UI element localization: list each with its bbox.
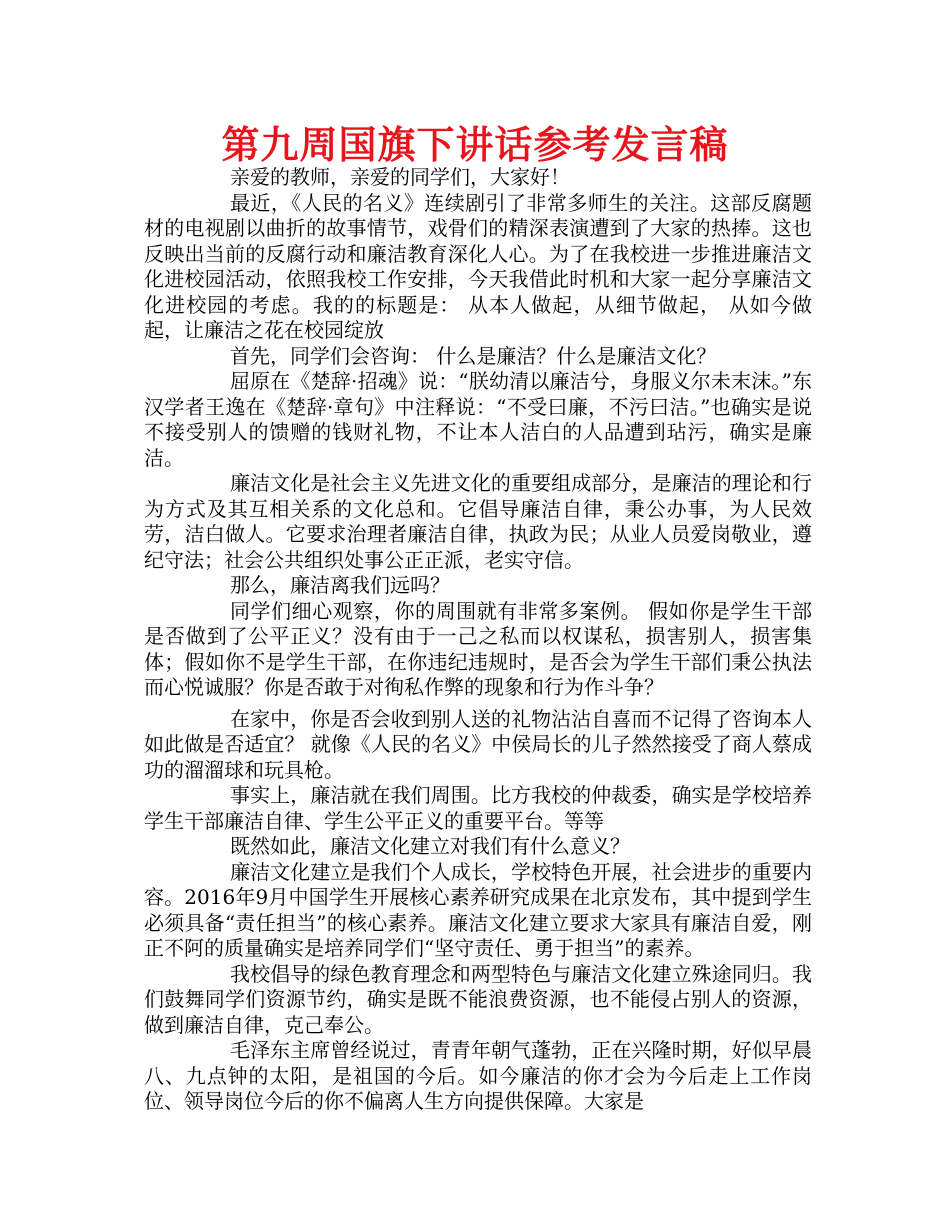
paragraph: 屈原在《楚辞·招魂》说：“朕幼清以廉洁兮，身服义尔未末沫。”东汉学者王逸在《楚辞·章句》中注释说：“不受曰廉，不污曰洁。”也确实是说不接受别人的馈赠的钱财礼物，不让本人洁白的人品遭到玷污，确实是廉洁。 — [144, 369, 812, 470]
paragraph: 那么，廉洁离我们远吗？ — [230, 573, 450, 597]
paragraph: 廉洁文化建立是我们个人成长，学校特色开展，社会进步的重要内容。2016年9月中国学生开展核心素养研究成果在北京发布，其中提到学生必须具备“责任担当”的核心素养。廉洁文化建立要求大家具有廉洁自爱，刚正不阿的质量确实是培养同学们“坚守责任、勇于担当”的素养。 — [144, 859, 812, 960]
paragraph: 事实上，廉洁就在我们周围。比方我校的仲裁委，确实是学校培养学生干部廉洁自律、学生公平正义的重要平台。等等 — [144, 783, 812, 833]
paragraph: 廉洁文化是社会主义先进文化的重要组成部分，是廉洁的理论和行为方式及其互相关系的文化总和。它倡导廉洁自律，秉公办事，为人民效劳，洁白做人。它要求治理者廉洁自律，执政为民；从业人员爱岗敬业，遵纪守法；社会公共组织处事公正正派，老实守信。 — [144, 471, 812, 572]
document-title: 第九周国旗下讲话参考发言稿 — [221, 123, 729, 167]
document-body — [144, 165, 812, 1115]
paragraph: 最近，《人民的名义》连续剧引了非常多师生的关注。这部反腐题材的电视剧以曲折的故事情节，戏骨们的精深表演遭到了大家的热捧。这也反映出当前的反腐行动和廉洁教育深化人心。为了在我校进一步推进廉洁文化进校园活动，依照我校工作安排，今天我借此时机和大家一起分享廉洁文化进校园的考虑。我的的标题是： 从本人做起，从细节做起， 从如今做起，让廉洁之花在校园绽放 — [144, 190, 812, 342]
paragraph: 既然如此，廉洁文化建立对我们有什么意义？ — [230, 834, 630, 858]
paragraph: 首先，同学们会咨询： 什么是廉洁？什么是廉洁文化？ — [230, 343, 717, 368]
paragraph: 我校倡导的绿色教育理念和两型特色与廉洁文化建立殊途同归。我们鼓舞同学们资源节约，确实是既不能浪费资源，也不能侵占别人的资源，做到廉洁自律，克己奉公。 — [144, 961, 812, 1037]
paragraph: 毛泽东主席曾经说过，青青年朝气蓬勃，正在兴隆时期，好似早晨八、九点钟的太阳，是祖国的今后。如今廉洁的你才会为今后走上工作岗位、领导岗位今后的你不偏离人生方向提供保障。大家是 — [144, 1038, 812, 1113]
paragraph: 同学们细心观察，你的周围就有非常多案例。 假如你是学生干部是否做到了公平正义？没有由于一己之私而以权谋私，损害别人，损害集体；假如你不是学生干部，在你违纪违规时，是否会为学生干部们秉公执法而心悦诚服？你是否敢于对徇私作弊的现象和行为作斗争？ — [144, 598, 812, 699]
paragraph-greeting: 亲爱的教师，亲爱的同学们，大家好！ — [230, 165, 570, 189]
paragraph: 在家中，你是否会收到别人送的礼物沾沾自喜而不记得了咨询本人如此做是否适宜？ 就像《人民的名义》中侯局长的儿子然然接受了商人蔡成功的溜溜球和玩具枪。 — [144, 706, 812, 782]
